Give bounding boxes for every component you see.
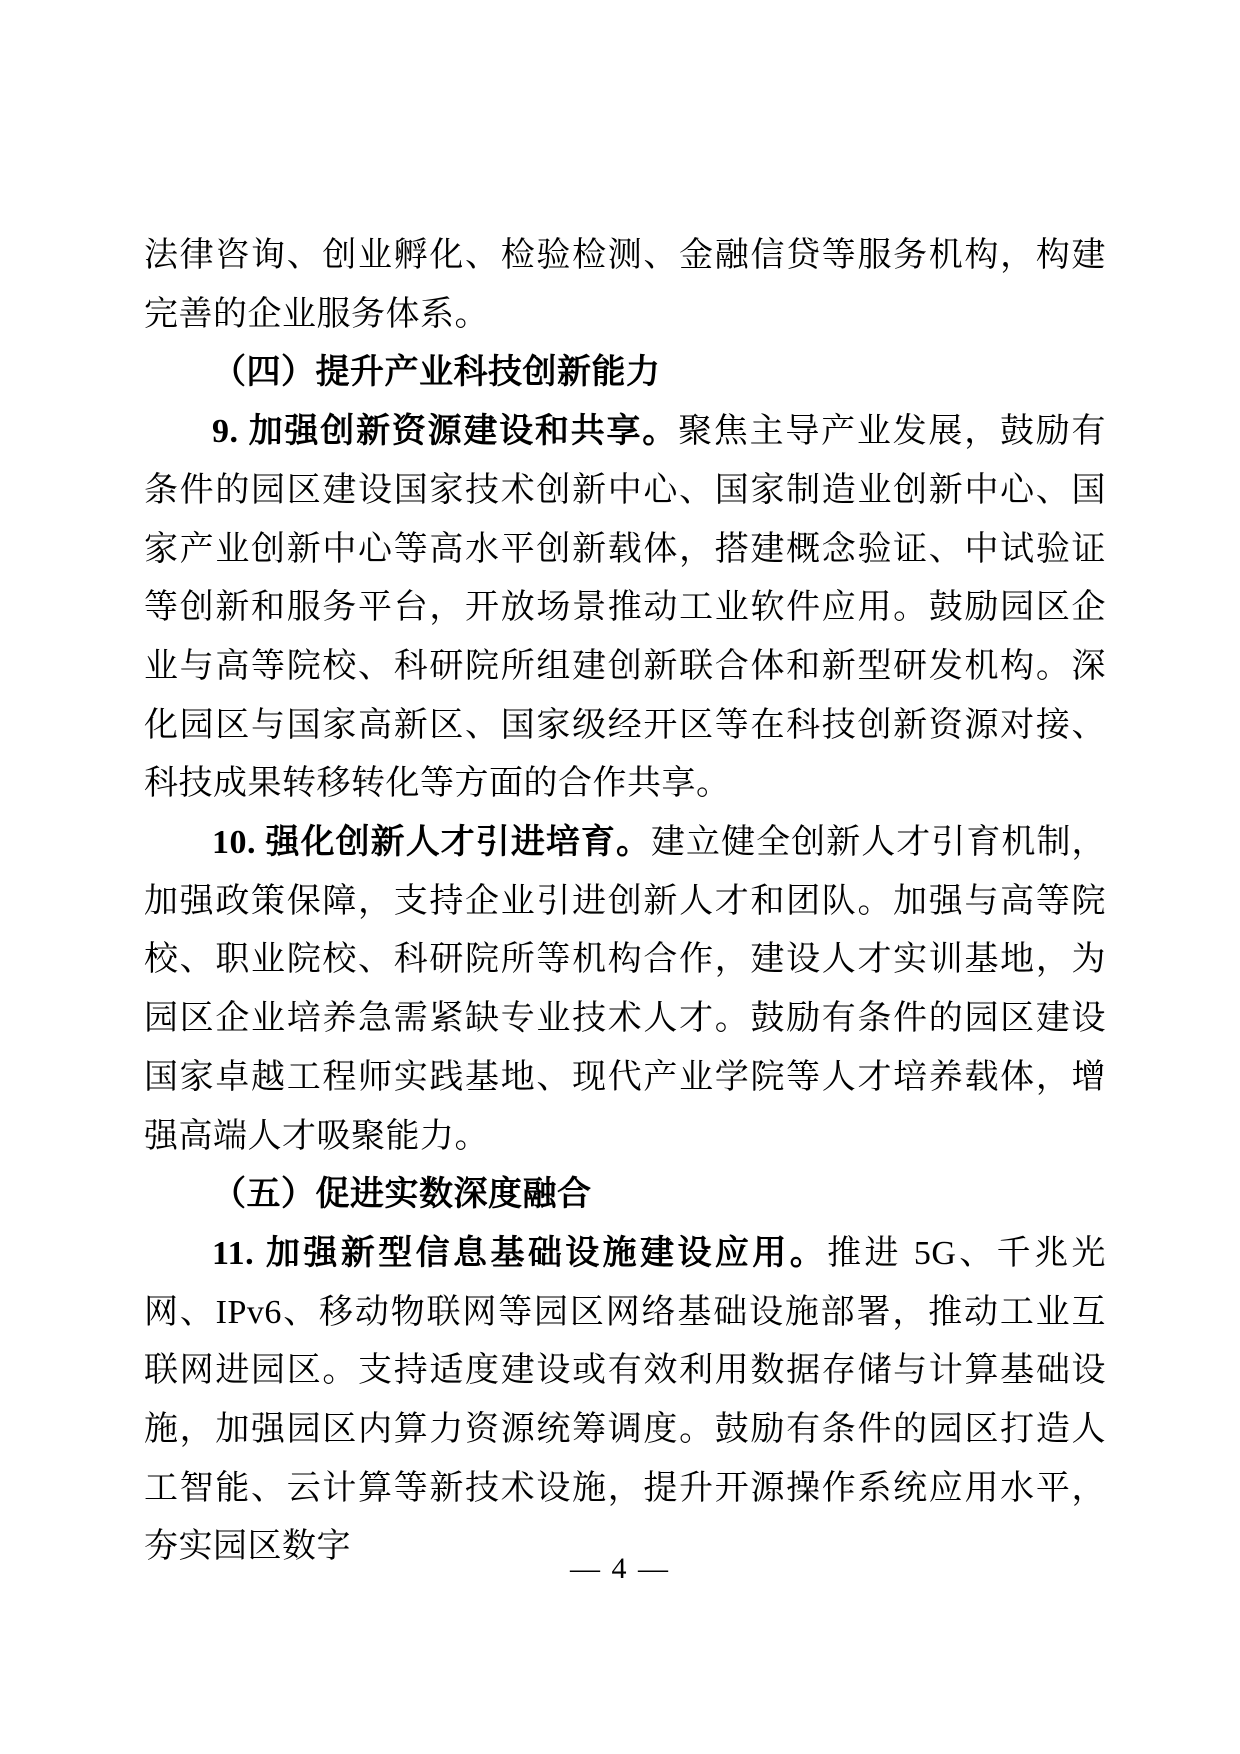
item-9-lead: 9. 加强创新资源建设和共享。	[212, 413, 679, 451]
paragraph-item-10	[144, 814, 1106, 1166]
paragraph-item-9	[144, 403, 1106, 814]
page-number: — 4 —	[570, 1552, 670, 1585]
document-body	[144, 227, 1106, 1577]
item-9-body: 聚焦主导产业发展，鼓励有条件的园区建设国家技术创新中心、国家制造业创新中心、国家产业创新中心等高水平创新载体，搭建概念验证、中试验证等创新和服务平台，开放场景推动工业软件应用。鼓励园区企业与高等院校、科研院所组建创新联合体和新型研发机构。深化园区与国家高新区、国家级经开区等在科技创新资源对接、科技成果转移转化等方面的合作共享。	[144, 413, 1107, 803]
paragraph-continued: 法律咨询、创业孵化、检验检测、金融信贷等服务机构，构建完善的企业服务体系。	[144, 237, 1106, 333]
item-10-lead: 10. 强化创新人才引进培育。	[212, 824, 651, 862]
section-heading-5: （五）促进实数深度融合	[212, 1176, 592, 1214]
item-11-body: 推进 5G、千兆光网、IPv6、移动物联网等园区网络基础设施部署，推动工业互联网进园区。支持适度建设或有效利用数据存储与计算基础设施，加强园区内算力资源统筹调度。鼓励有条件的园区打造人工智能、云计算等新技术设施，提升开源操作系统应用水平，夯实园区数字	[144, 1234, 1106, 1566]
paragraph-item-11	[144, 1225, 1106, 1577]
item-11-lead: 11. 加强新型信息基础设施建设应用。	[212, 1234, 828, 1272]
page-footer	[0, 1552, 1240, 1586]
item-10-body: 建立健全创新人才引育机制，加强政策保障，支持企业引进创新人才和团队。加强与高等院校、职业院校、科研院所等机构合作，建设人才实训基地，为园区企业培养急需紧缺专业技术人才。鼓励有条件的园区建设国家卓越工程师实践基地、现代产业学院等人才培养载体，增强高端人才吸聚能力。	[144, 824, 1106, 1155]
section-heading-4: （四）提升产业科技创新能力	[212, 354, 661, 392]
